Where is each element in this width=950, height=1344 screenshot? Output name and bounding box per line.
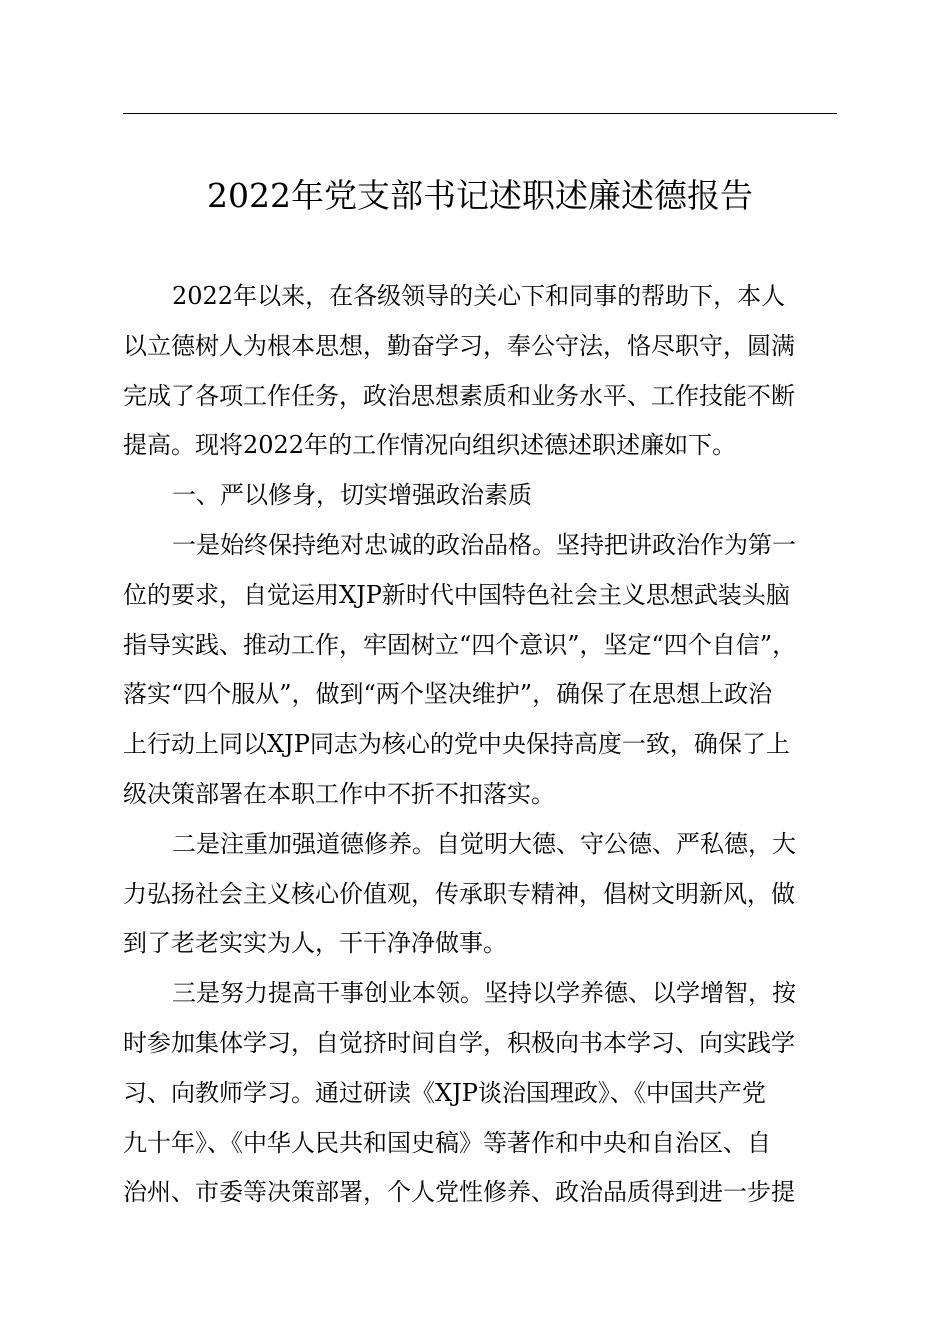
section-heading: 一、严以修身，切实增强政治素质 [172, 481, 532, 510]
body-line: 2022年以来，在各级领导的关心下和同事的帮助下，本人 [172, 282, 786, 310]
body-line: 上行动上同以XJP同志为核心的党中央保持高度一致，确保了上 [123, 730, 790, 759]
body-line: 九十年》、《中华人民共和国史稿》等著作和中央和自治区、自 [123, 1128, 771, 1157]
body-line: 落实“四个服从”，做到“两个坚决维护”，确保了在思想上政治 [123, 680, 773, 709]
body-line: 到了老老实实为人，干干净净做事。 [123, 929, 507, 958]
body-line: 三是努力提高干事创业本领。坚持以学养德、以学增智，按 [172, 979, 796, 1008]
header-rule [123, 113, 837, 114]
body-line: 时参加集体学习，自觉挤时间自学，积极向书本学习、向实践学 [123, 1028, 795, 1057]
body-line: 位的要求，自觉运用XJP新时代中国特色社会主义思想武装头脑 [123, 580, 790, 609]
body-line: 指导实践、推动工作，牢固树立“四个意识”，坚定“四个自信”， [123, 630, 797, 659]
body-line: 以立德树人为根本思想，勤奋学习，奉公守法，恪尽职守，圆满 [123, 331, 795, 360]
document-body [123, 272, 837, 1218]
body-line: 二是注重加强道德修养。自觉明大德、守公德、严私德，大 [172, 829, 796, 858]
body-line: 级决策部署在本职工作中不折不扣落实。 [123, 779, 555, 808]
body-line: 习、向教师学习。通过研读《XJP谈治国理政》、《中国共产党 [123, 1078, 766, 1107]
body-line: 治州、市委等决策部署，个人党性修养、政治品质得到进一步提 [123, 1178, 795, 1207]
body-line: 提高。现将2022年的工作情况向组织述德述职述廉如下。 [123, 431, 737, 460]
body-line: 完成了各项工作任务，政治思想素质和业务水平、工作技能不断 [123, 381, 795, 410]
body-line: 一是始终保持绝对忠诚的政治品格。坚持把讲政治作为第一 [172, 530, 796, 559]
body-line: 力弘扬社会主义核心价值观，传承职专精神，倡树文明新风，做 [123, 879, 795, 908]
document-title: 2022年党支部书记述职述廉述德报告 [207, 176, 753, 215]
